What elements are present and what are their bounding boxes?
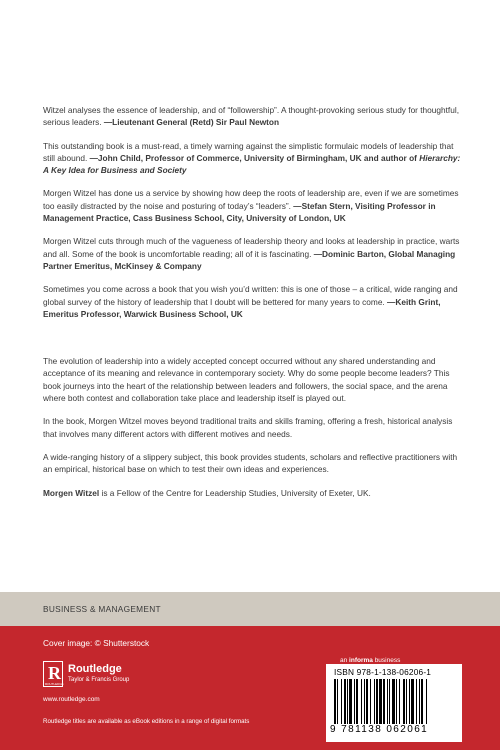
publisher-website: www.routledge.com — [43, 696, 100, 703]
barcode — [326, 664, 462, 742]
informa-tagline: an informa business — [340, 657, 401, 664]
publisher-name: Routledge — [68, 663, 122, 675]
ebook-note: Routledge titles are available as eBook editions in a range of digital formats — [43, 718, 250, 725]
quote-4: Morgen Witzel cuts through much of the vagueness of leadership theory and looks at leadership in practice, warts and all. Some of the book is uncomfortable reading; all of it is fascinating. —Dominic Barton, Global Managing Partner Emeritus, McKinsey & Company — [43, 236, 460, 271]
quote-attribution: —Keith Grint, Emeritus Professor, Warwick Business School, UK — [43, 296, 441, 319]
back-cover-text — [43, 104, 463, 510]
section-gap — [43, 331, 463, 355]
description-paragraph: In the book, Morgen Witzel moves beyond traditional traits and skills framing, offering a fresh, historical analysis that involves many different actors with different motives and needs. — [43, 416, 453, 439]
informa-brand: informa — [349, 657, 373, 664]
quote-attribution: —Stefan Stern, Visiting Professor in Management Practice, Cass Business School, City, University of London, UK — [43, 200, 436, 224]
publisher-footer — [0, 626, 500, 750]
quote-1: Witzel analyses the essence of leadership, and of “followership”. A thought-provoking serious study for thoughtful, serious leaders. —Lieutenant General (Retd) Sir Paul Newton — [43, 105, 459, 128]
publisher-group: Taylor & Francis Group — [68, 677, 130, 683]
quote-2: This outstanding book is a must-read, a timely warning against the simplistic formulaic models of leadership that still abound. —John Child, Professor of Commerce, University of Birmingham, UK and author of Hierarchy: A Key Idea for Business and Society — [43, 140, 461, 176]
description-paragraph: A wide-ranging history of a slippery subject, this book provides students, scholars and reflective practitioners with an empirical, historical base on which to test their own ideas and experiences. — [43, 451, 458, 475]
quote-3: Morgen Witzel has done us a service by showing how deep the roots of leadership are, even if we are sometimes too easily distracted by the noise and posturing of today’s “leaders”. —Stefan Stern, Visiting Professor in Management Practice, Cass Business School, City, University of London, UK — [43, 188, 459, 224]
author-name: Morgen Witzel — [43, 487, 100, 498]
quote-attribution: —John Child, Professor of Commerce, University of Birmingham, UK and author of Hierarchy: A Key Idea for Business and Society — [43, 152, 461, 176]
barcode-digits: 9 781138 062061 — [330, 724, 429, 735]
category-label: BUSINESS & MANAGEMENT — [43, 604, 161, 614]
isbn-label: ISBN 978-1-138-06206-1 — [334, 667, 432, 677]
description-paragraph: The evolution of leadership into a widely accepted concept occurred without any shared understanding and acceptance of its meaning and relevance in contemporary society. Why do some people become leaders? This book journeys into the heart of the relationship between leaders and followers, the social space, and the arena where both contest and collaboration take place and leadership itself is played out. — [43, 356, 450, 404]
category-bar — [0, 592, 500, 626]
book-title: Hierarchy: A Key Idea for Business and Society — [43, 152, 461, 176]
quote-5: Sometimes you come across a book that you wish you’d written: this is one of those – a critical, wide ranging and global survey of the history of leadership that I doubt will be bettered for many years to come. —Keith Grint, Emeritus Professor, Warwick Business School, UK — [43, 284, 458, 319]
routledge-r-icon: R ROUTLEDGE — [45, 663, 64, 686]
barcode-bars-icon — [334, 679, 454, 724]
quote-attribution: —Lieutenant General (Retd) Sir Paul Newton — [103, 117, 280, 128]
quote-attribution: —Dominic Barton, Global Managing Partner Emeritus, McKinsey & Company — [43, 248, 456, 271]
cover-credit: Cover image: © Shutterstock — [43, 638, 150, 648]
author-bio: Morgen Witzel is a Fellow of the Centre for Leadership Studies, University of Exeter, UK. — [43, 487, 371, 498]
